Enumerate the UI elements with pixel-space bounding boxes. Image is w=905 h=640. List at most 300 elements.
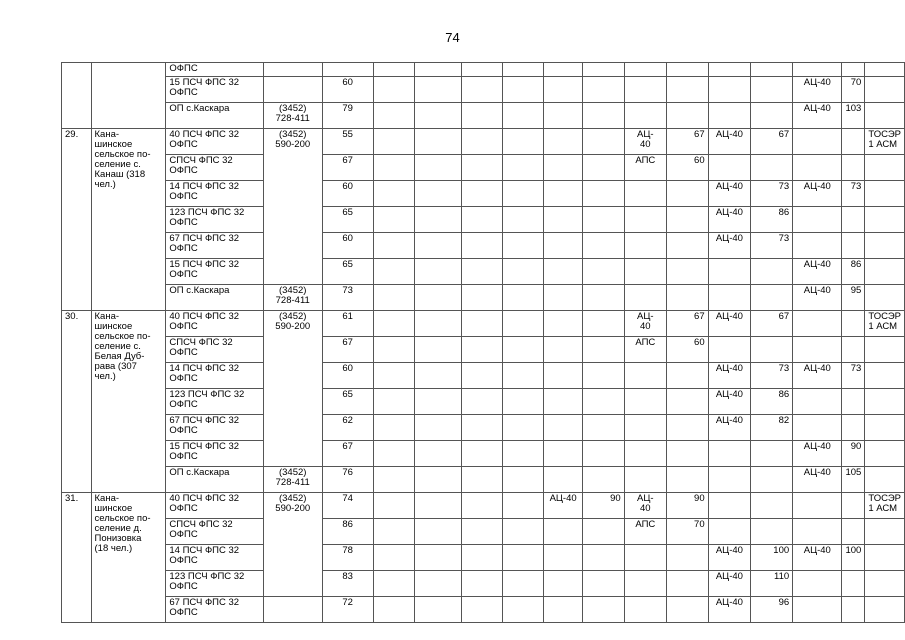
vehicle-cell [414,363,461,389]
vehicle-cell [583,389,625,415]
fire-unit-name: ОФПС [166,63,263,77]
note-cell [865,363,905,389]
vehicle-cell [624,389,666,415]
vehicle-cell: 100 [842,545,865,571]
vehicle-cell [414,63,461,77]
fire-unit-name: 67 ПСЧ ФПС 32 ОФПС [166,415,263,441]
table-row [62,63,905,77]
vehicle-cell [414,285,461,311]
vehicle-cell [666,363,708,389]
vehicle-cell [503,129,544,155]
vehicle-cell: 110 [751,571,793,597]
vehicle-cell: 67 [751,129,793,155]
vehicle-cell [461,77,502,103]
vehicle-cell [624,467,666,493]
vehicle-cell [751,441,793,467]
note-cell [865,545,905,571]
vehicle-cell [751,103,793,129]
vehicle-cell: 60 [666,337,708,363]
vehicle-cell [503,311,544,337]
vehicle-cell [414,415,461,441]
vehicle-cell [461,415,502,441]
vehicle-cell [666,441,708,467]
vehicle-cell: АПС [624,519,666,545]
vehicle-cell [461,63,502,77]
fire-unit-name: 40 ПСЧ ФПС 32 ОФПС [166,311,263,337]
vehicle-cell [503,571,544,597]
time-cell: 67 [322,337,373,363]
vehicle-cell: 82 [751,415,793,441]
vehicle-cell [751,337,793,363]
vehicle-cell [842,389,865,415]
vehicle-cell [751,259,793,285]
vehicle-cell [708,519,751,545]
vehicle-cell [461,337,502,363]
vehicle-cell [414,207,461,233]
vehicle-cell [503,155,544,181]
vehicle-cell: АЦ- 40 [624,311,666,337]
vehicle-cell [503,259,544,285]
vehicle-cell [503,597,544,623]
vehicle-cell [373,571,414,597]
vehicle-cell [503,207,544,233]
note-cell: ТОСЭР 1 АСМ [865,129,905,155]
vehicle-cell [544,467,583,493]
vehicle-cell [544,441,583,467]
vehicle-cell [503,415,544,441]
vehicle-cell [708,337,751,363]
vehicle-cell [503,77,544,103]
vehicle-cell [414,103,461,129]
vehicle-cell [544,571,583,597]
vehicle-cell [373,259,414,285]
fire-unit-name: 14 ПСЧ ФПС 32 ОФПС [166,181,263,207]
vehicle-cell [624,441,666,467]
time-cell: 67 [322,441,373,467]
vehicle-cell [793,129,842,155]
vehicle-cell: 86 [751,207,793,233]
vehicle-cell [414,467,461,493]
vehicle-cell: 67 [751,311,793,337]
vehicle-cell [842,519,865,545]
vehicle-cell [461,285,502,311]
vehicle-cell [414,597,461,623]
time-cell: 67 [322,155,373,181]
fire-unit-name: 14 ПСЧ ФПС 32 ОФПС [166,363,263,389]
vehicle-cell [708,63,751,77]
fire-departure-schedule-table [61,62,905,623]
vehicle-cell [793,337,842,363]
vehicle-cell [583,415,625,441]
vehicle-cell: АПС [624,155,666,181]
fire-unit-name: СПСЧ ФПС 32 ОФПС [166,155,263,181]
vehicle-cell [666,467,708,493]
vehicle-cell [373,441,414,467]
vehicle-cell: 73 [842,363,865,389]
vehicle-cell [583,77,625,103]
table-row [62,103,905,129]
note-cell [865,207,905,233]
note-cell [865,441,905,467]
vehicle-cell [544,103,583,129]
vehicle-cell [544,155,583,181]
vehicle-cell [583,207,625,233]
vehicle-cell: АЦ-40 [708,311,751,337]
vehicle-cell [373,63,414,77]
table-row [62,259,905,285]
vehicle-cell: АЦ-40 [793,285,842,311]
vehicle-cell [793,493,842,519]
note-cell [865,389,905,415]
vehicle-cell [583,103,625,129]
table-row [62,545,905,571]
vehicle-cell [461,545,502,571]
vehicle-cell [583,129,625,155]
row-number: 30. [62,311,92,493]
vehicle-cell: 96 [751,597,793,623]
vehicle-cell [373,103,414,129]
vehicle-cell [842,337,865,363]
table-row [62,389,905,415]
table-row [62,571,905,597]
vehicle-cell: АЦ-40 [544,493,583,519]
note-cell [865,597,905,623]
vehicle-cell [461,207,502,233]
vehicle-cell [583,337,625,363]
vehicle-cell [414,259,461,285]
vehicle-cell [414,441,461,467]
table-body [62,63,905,623]
fire-unit-name: 67 ПСЧ ФПС 32 ОФПС [166,233,263,259]
vehicle-cell [583,467,625,493]
vehicle-cell [624,363,666,389]
vehicle-cell [414,519,461,545]
phone-cell [263,597,322,623]
vehicle-cell [461,571,502,597]
vehicle-cell: АЦ-40 [793,545,842,571]
vehicle-cell [414,545,461,571]
vehicle-cell [544,389,583,415]
vehicle-cell [793,155,842,181]
vehicle-cell [751,493,793,519]
phone-cell: (3452) 728-411 [263,467,322,493]
vehicle-cell: АЦ- 40 [624,493,666,519]
vehicle-cell [624,207,666,233]
vehicle-cell [666,389,708,415]
vehicle-cell [461,155,502,181]
vehicle-cell [666,545,708,571]
vehicle-cell: 95 [842,285,865,311]
vehicle-cell [842,129,865,155]
vehicle-cell [414,233,461,259]
vehicle-cell [583,311,625,337]
vehicle-cell [503,103,544,129]
vehicle-cell: 86 [842,259,865,285]
vehicle-cell [414,571,461,597]
phone-cell: (3452) 590-200 [263,493,322,597]
vehicle-cell [414,311,461,337]
vehicle-cell [624,571,666,597]
table-row [62,337,905,363]
phone-cell: (3452) 728-411 [263,285,322,311]
vehicle-cell [624,545,666,571]
vehicle-cell: АЦ-40 [793,181,842,207]
vehicle-cell: 67 [666,311,708,337]
phone-cell: (3452) 728-411 [263,103,322,129]
note-cell [865,77,905,103]
vehicle-cell [842,311,865,337]
vehicle-cell [666,77,708,103]
vehicle-cell [373,363,414,389]
row-number: 31. [62,493,92,623]
vehicle-cell [544,363,583,389]
vehicle-cell [373,77,414,103]
time-cell [322,63,373,77]
phone-cell [263,77,322,103]
vehicle-cell [666,597,708,623]
table-row [62,363,905,389]
vehicle-cell [461,467,502,493]
vehicle-cell: АЦ-40 [708,207,751,233]
vehicle-cell [414,129,461,155]
vehicle-cell [624,233,666,259]
vehicle-cell [583,519,625,545]
phone-cell: (3452) 590-200 [263,129,322,285]
vehicle-cell [666,181,708,207]
time-cell: 73 [322,285,373,311]
note-cell: ТОСЭР 1 АСМ [865,493,905,519]
settlement-name: Кана- шинское сельское по- селение с. Белая Дуб- рава (307 чел.) [91,311,166,493]
vehicle-cell [583,545,625,571]
vehicle-cell: 67 [666,129,708,155]
vehicle-cell [583,233,625,259]
table-row [62,493,905,519]
vehicle-cell [461,311,502,337]
table-row [62,467,905,493]
vehicle-cell [624,415,666,441]
vehicle-cell [544,77,583,103]
vehicle-cell: АЦ-40 [793,103,842,129]
vehicle-cell [751,285,793,311]
vehicle-cell [461,181,502,207]
fire-unit-name: 15 ПСЧ ФПС 32 ОФПС [166,259,263,285]
vehicle-cell [373,337,414,363]
table-row [62,415,905,441]
vehicle-cell [461,493,502,519]
fire-unit-name: 40 ПСЧ ФПС 32 ОФПС [166,493,263,519]
vehicle-cell: 100 [751,545,793,571]
row-number [62,63,92,129]
table-row [62,285,905,311]
vehicle-cell [544,63,583,77]
table-row [62,129,905,155]
vehicle-cell [583,571,625,597]
phone-cell [263,63,322,77]
vehicle-cell: АЦ-40 [708,181,751,207]
vehicle-cell [624,597,666,623]
time-cell: 76 [322,467,373,493]
vehicle-cell [751,467,793,493]
vehicle-cell [666,207,708,233]
vehicle-cell [842,233,865,259]
vehicle-cell: АЦ-40 [793,467,842,493]
vehicle-cell [583,363,625,389]
vehicle-cell [793,597,842,623]
fire-unit-name: ОП с.Каскара [166,285,263,311]
vehicle-cell [503,493,544,519]
vehicle-cell: 73 [751,233,793,259]
vehicle-cell [373,493,414,519]
vehicle-cell: 90 [583,493,625,519]
time-cell: 86 [322,519,373,545]
fire-unit-name: СПСЧ ФПС 32 ОФПС [166,337,263,363]
time-cell: 72 [322,597,373,623]
time-cell: 79 [322,103,373,129]
time-cell: 65 [322,259,373,285]
vehicle-cell [666,571,708,597]
vehicle-cell [842,63,865,77]
vehicle-cell [503,389,544,415]
vehicle-cell [544,233,583,259]
vehicle-cell: АЦ-40 [708,129,751,155]
time-cell: 55 [322,129,373,155]
vehicle-cell: 103 [842,103,865,129]
note-cell [865,337,905,363]
vehicle-cell [544,597,583,623]
table-row [62,597,905,623]
vehicle-cell [503,545,544,571]
fire-unit-name: 40 ПСЧ ФПС 32 ОФПС [166,129,263,155]
vehicle-cell: АЦ-40 [708,389,751,415]
vehicle-cell [461,103,502,129]
fire-unit-name: 15 ПСЧ ФПС 32 ОФПС [166,77,263,103]
time-cell: 61 [322,311,373,337]
time-cell: 74 [322,493,373,519]
vehicle-cell: 73 [842,181,865,207]
vehicle-cell [503,363,544,389]
note-cell [865,285,905,311]
vehicle-cell [373,519,414,545]
time-cell: 60 [322,181,373,207]
note-cell [865,63,905,77]
vehicle-cell [373,129,414,155]
vehicle-cell [544,285,583,311]
vehicle-cell: 86 [751,389,793,415]
time-cell: 65 [322,389,373,415]
vehicle-cell [708,467,751,493]
note-cell [865,415,905,441]
vehicle-cell [461,389,502,415]
vehicle-cell [461,519,502,545]
vehicle-cell [503,233,544,259]
vehicle-cell [544,311,583,337]
vehicle-cell [751,63,793,77]
vehicle-cell [751,519,793,545]
vehicle-cell [373,181,414,207]
vehicle-cell: АЦ-40 [793,441,842,467]
table-row [62,207,905,233]
time-cell: 78 [322,545,373,571]
vehicle-cell [793,207,842,233]
vehicle-cell [373,285,414,311]
vehicle-cell: 90 [666,493,708,519]
vehicle-cell [666,63,708,77]
vehicle-cell [544,545,583,571]
fire-unit-name: ОП с.Каскара [166,467,263,493]
fire-unit-name: 123 ПСЧ ФПС 32 ОФПС [166,389,263,415]
table-row [62,155,905,181]
vehicle-cell [414,337,461,363]
vehicle-cell [708,103,751,129]
settlement-name: Кана- шинское сельское по- селение с. Канаш (318 чел.) [91,129,166,311]
vehicle-cell: АЦ-40 [708,545,751,571]
vehicle-cell [842,207,865,233]
time-cell: 60 [322,233,373,259]
vehicle-cell [624,77,666,103]
vehicle-cell [583,63,625,77]
vehicle-cell [793,63,842,77]
vehicle-cell: АЦ-40 [793,77,842,103]
vehicle-cell [666,103,708,129]
vehicle-cell: АЦ-40 [793,363,842,389]
vehicle-cell [793,233,842,259]
vehicle-cell [708,493,751,519]
vehicle-cell [583,181,625,207]
note-cell [865,233,905,259]
vehicle-cell: АЦ-40 [708,571,751,597]
note-cell [865,571,905,597]
vehicle-cell [708,155,751,181]
vehicle-cell: 60 [666,155,708,181]
table-row [62,441,905,467]
vehicle-cell [544,129,583,155]
vehicle-cell [793,389,842,415]
vehicle-cell [461,259,502,285]
vehicle-cell [503,467,544,493]
vehicle-cell: АЦ- 40 [624,129,666,155]
vehicle-cell [503,337,544,363]
vehicle-cell [544,337,583,363]
vehicle-cell [793,571,842,597]
vehicle-cell [461,441,502,467]
vehicle-cell [373,467,414,493]
note-cell: ТОСЭР 1 АСМ [865,311,905,337]
vehicle-cell: АЦ-40 [708,363,751,389]
vehicle-cell: 73 [751,363,793,389]
vehicle-cell [793,311,842,337]
fire-unit-name: 123 ПСЧ ФПС 32 ОФПС [166,207,263,233]
vehicle-cell [503,181,544,207]
vehicle-cell [461,129,502,155]
vehicle-cell [503,441,544,467]
note-cell [865,259,905,285]
vehicle-cell [666,285,708,311]
vehicle-cell [666,233,708,259]
vehicle-cell [842,415,865,441]
table-row [62,233,905,259]
vehicle-cell [666,259,708,285]
fire-unit-name: ОП с.Каскара [166,103,263,129]
vehicle-cell [842,571,865,597]
vehicle-cell [708,77,751,103]
vehicle-cell [842,493,865,519]
vehicle-cell [544,259,583,285]
table-row [62,519,905,545]
vehicle-cell [373,311,414,337]
vehicle-cell [503,63,544,77]
vehicle-cell [373,415,414,441]
page-number: 74 [445,30,460,45]
